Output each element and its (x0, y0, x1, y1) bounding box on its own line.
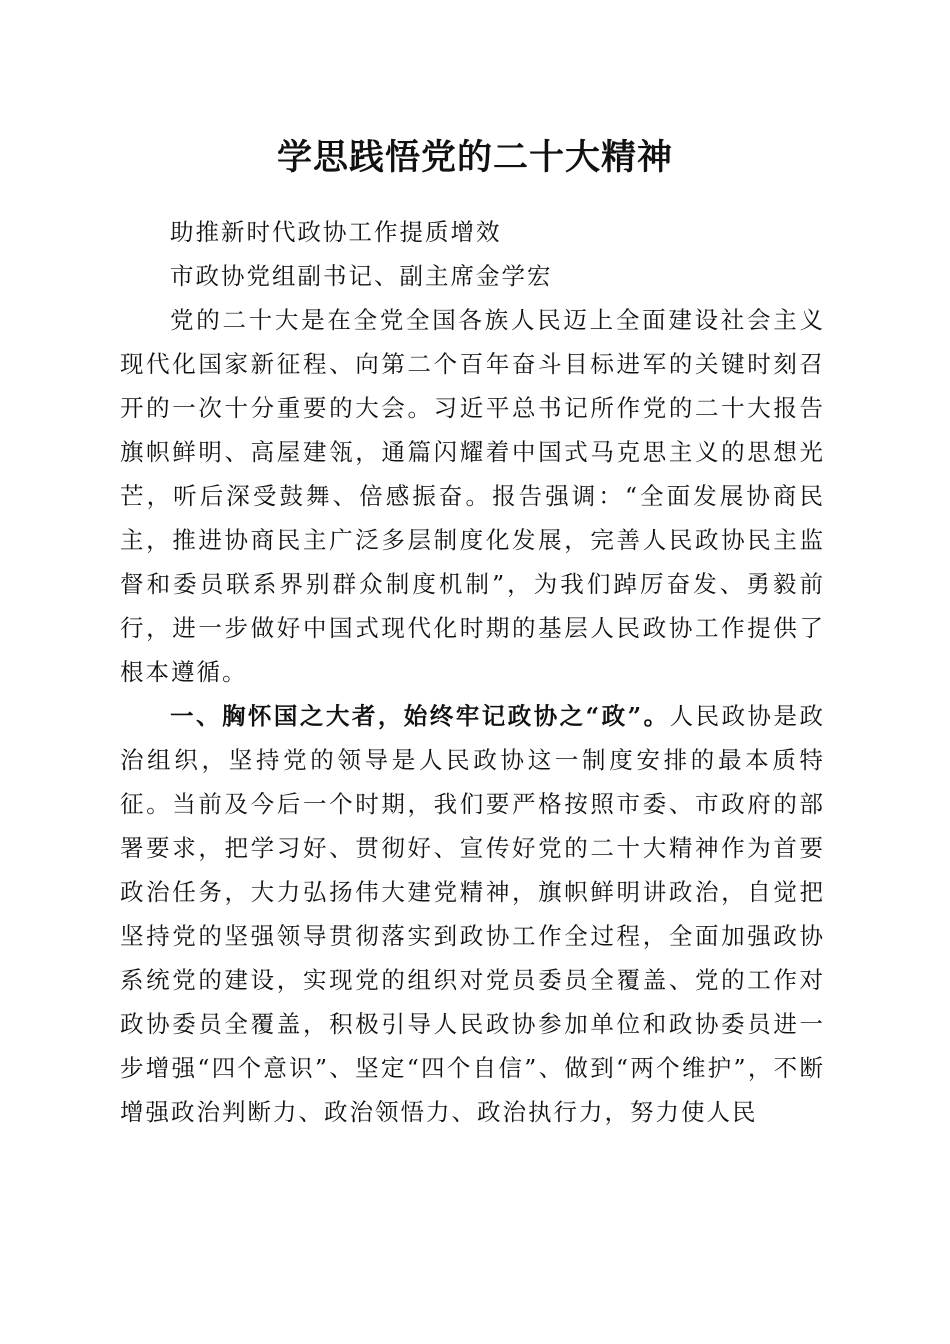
intro-paragraph: 党的二十大是在全党全国各族人民迈上全面建设社会主义现代化国家新征程、向第二个百年奋斗目标进军的关键时刻召开的一次十分重要的大会。习近平总书记所作党的二十大报告旗帜鲜明、高屋建瓴，通篇闪耀着中国式马克思主义的思想光芒，听后深受鼓舞、倍感振奋。报告强调：“全面发展协商民主，推进协商民主广泛多层制度化发展，完善人民政协民主监督和委员联系界别群众制度机制”，为我们踔厉奋发、勇毅前行，进一步做好中国式现代化时期的基层人民政协工作提供了根本遵循。 (120, 306, 825, 686)
document-title: 学思践悟党的二十大精神 (276, 137, 673, 178)
section-1-paragraph (120, 694, 825, 1134)
author-line: 市政协党组副书记、副主席金学宏 (170, 262, 553, 290)
section-1-heading: 一、胸怀国之大者，始终牢记政协之“政”。 (170, 702, 670, 730)
section-1-text: 人民政协是政治组织，坚持党的领导是人民政协这一制度安排的最本质特征。当前及今后一个时期，我们要严格按照市委、市政府的部署要求，把学习好、贯彻好、宣传好党的二十大精神作为首要政治任务，大力弘扬伟大建党精神，旗帜鲜明讲政治，自觉把坚持党的坚强领导贯彻落实到政协工作全过程，全面加强政协系统党的建设，实现党的组织对党员委员全覆盖、党的工作对政协委员全覆盖，积极引导人民政协参加单位和政协委员进一步增强“四个意识”、坚定“四个自信”、做到“两个维护”，不断增强政治判断力、政治领悟力、政治执行力，努力使人民 (120, 702, 825, 1126)
document-body (120, 210, 825, 1134)
subtitle-line: 助推新时代政协工作提质增效 (170, 218, 502, 246)
